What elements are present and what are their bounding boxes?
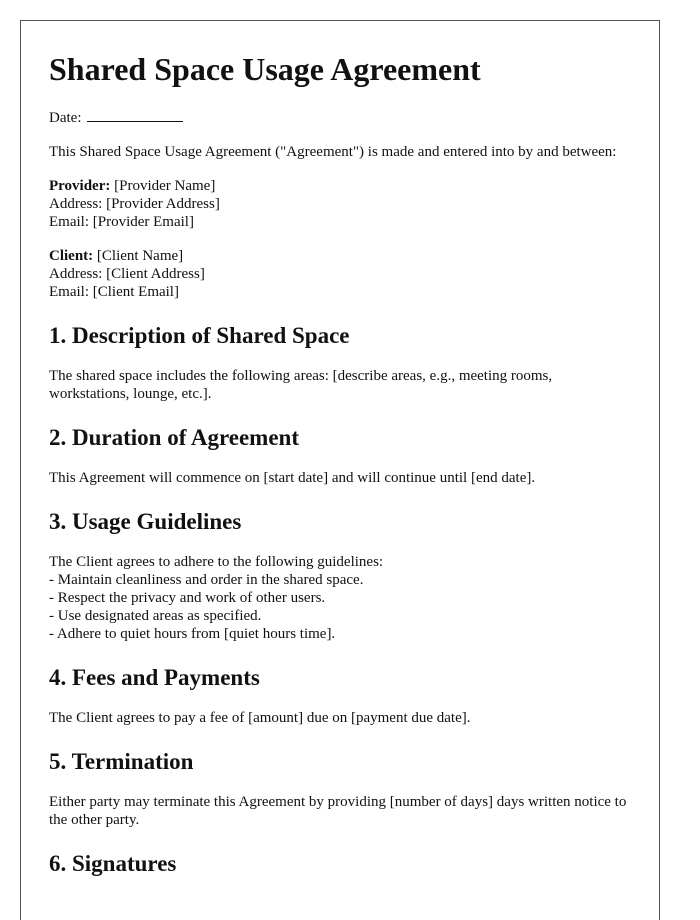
- section-duration: [49, 425, 631, 487]
- section-heading: 2. Duration of Agreement: [49, 425, 299, 450]
- guideline-item: - Use designated areas as specified.: [49, 608, 262, 624]
- client-address: Address: [Client Address]: [49, 266, 205, 282]
- provider-email: Email: [Provider Email]: [49, 214, 194, 230]
- date-blank-field: [87, 107, 183, 122]
- provider-name-line: [49, 177, 631, 195]
- section-heading: 4. Fees and Payments: [49, 665, 260, 690]
- client-label: Client:: [49, 248, 94, 264]
- client-name-line: [49, 247, 631, 265]
- client-block: [49, 247, 631, 301]
- document-title: Shared Space Usage Agreement: [49, 51, 481, 87]
- section-signatures: [49, 851, 631, 877]
- section-body: Either party may terminate this Agreement by providing [number of days] days written notice to the other party.: [49, 794, 627, 828]
- section-fees: [49, 665, 631, 727]
- section-heading: 1. Description of Shared Space: [49, 323, 350, 348]
- intro-paragraph: This Shared Space Usage Agreement ("Agreement") is made and entered into by and between:: [49, 144, 617, 160]
- client-name: [Client Name]: [96, 248, 184, 264]
- guideline-item: - Maintain cleanliness and order in the shared space.: [49, 572, 364, 588]
- guideline-item: - Adhere to quiet hours from [quiet hours time].: [49, 626, 336, 642]
- section-usage-guidelines: [49, 509, 631, 643]
- section-body: The shared space includes the following areas: [describe areas, e.g., meeting rooms, workstations, lounge, etc.].: [49, 368, 553, 402]
- section-body: The Client agrees to pay a fee of [amount] due on [payment due date].: [49, 710, 471, 726]
- provider-label: Provider:: [49, 178, 111, 194]
- date-line: [49, 107, 631, 127]
- section-heading: 3. Usage Guidelines: [49, 509, 242, 534]
- section-heading: 5. Termination: [49, 749, 194, 774]
- section-body: This Agreement will commence on [start date] and will continue until [end date].: [49, 470, 536, 486]
- provider-block: [49, 177, 631, 231]
- section-termination: [49, 749, 631, 829]
- agreement-page: [20, 20, 660, 920]
- date-label: Date:: [49, 110, 82, 126]
- guidelines-list: [49, 553, 631, 643]
- client-email: Email: [Client Email]: [49, 284, 179, 300]
- guideline-item: - Respect the privacy and work of other users.: [49, 590, 326, 606]
- guideline-intro: The Client agrees to adhere to the following guidelines:: [49, 554, 384, 570]
- provider-address: Address: [Provider Address]: [49, 196, 220, 212]
- section-description: [49, 323, 631, 403]
- provider-name: [Provider Name]: [114, 178, 216, 194]
- section-heading: 6. Signatures: [49, 851, 177, 876]
